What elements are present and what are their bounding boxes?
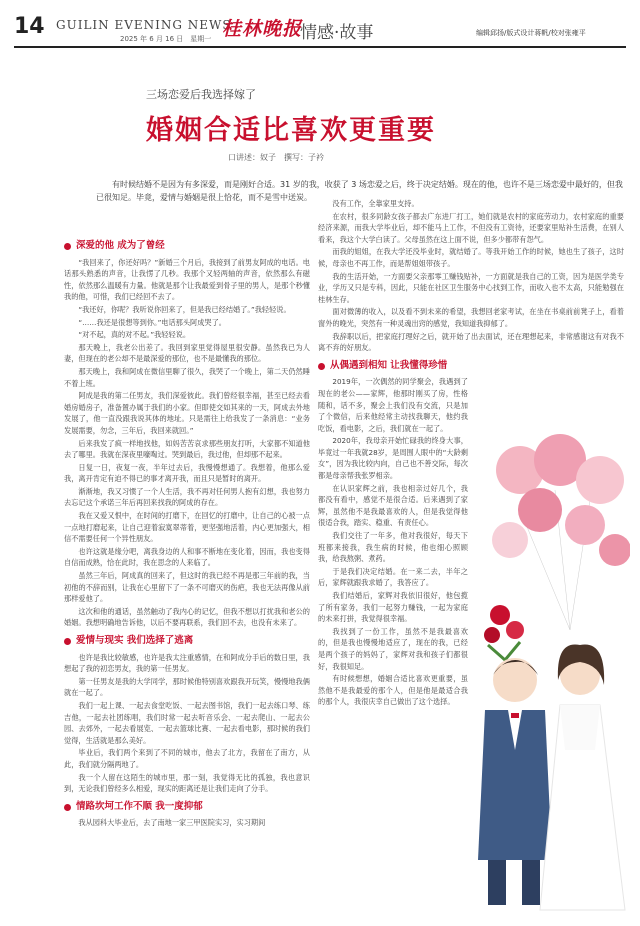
paragraph: 渐渐地，我又习惯了一个人生活，我不再对任何男人抱有幻想，我也努力去忘记这个承诺三年后再回来找我的阿成的存在。 [64, 486, 310, 508]
paragraph: 也许是我比较敏感，也许是我太注重感情，在和阿成分手后的数日里，我想起了我的初恋男友，我的第一任男友。 [64, 652, 310, 674]
paragraph: 2020年，我母亲开始忙碌我的终身大事，毕竟过一年我就28岁，是周围人眼中的“大龄剩女”，因为我比较内向，自己也不善交际，每次都是母亲帮我张罗相亲。 [318, 436, 468, 481]
paragraph: 于是我们决定结婚。在一来二去，半年之后，家辉就跟我求婚了，我答应了。 [318, 566, 468, 588]
article-subtitle: 三场恋爱后我选择嫁了 [146, 88, 256, 101]
article-title: 婚姻合适比喜欢更重要 [146, 115, 436, 146]
paragraph: 没有工作，全靠家里支持。 [332, 199, 419, 208]
section-heading-4: 从偶遇到相知 让我懂得珍惜 [318, 360, 624, 372]
paragraph: 在认识家辉之前，我也相亲过好几个，我都没有看中，感觉不是很合适。后来遇到了家辉，虽然他不是我最喜欢的人，但是我觉得他很适合我，踏实、稳重、有责任心。 [318, 483, 468, 528]
roses [484, 605, 524, 660]
paragraph: 我找到了一份工作，虽然不是我最喜欢的，但是我也慢慢地适应了，现在的我，已经是两个孩子的妈妈了，家辉对我和孩子们都很好，我很知足。 [318, 626, 468, 671]
paragraph: “我还好，你呢？我听说你回来了，但是我已经结婚了。”我轻轻说。 [78, 304, 291, 314]
bride [540, 644, 625, 910]
paragraph: 那天晚上，我和阿成在微信里聊了很久，我哭了一个晚上，第二天仍然睡不着上班。 [64, 366, 310, 388]
paragraph: 后来我发了疯一样地找他，如妈苦苦哀求那些朋友打听，大家都不知道他去了哪里。我就在深夜里嚎啕过。哭到最后，我过他，但却那不起来。 [64, 438, 310, 460]
groom [478, 658, 552, 905]
paragraph: 毕业后，我们两个来到了不同的城市，他去了北方，我留在了南方，从此，我们就分隔两地了。 [64, 748, 310, 769]
paragraph: 而我的姐姐，在我大学还没毕业时，就结婚了。等我开始工作的时候，她也生了孩子，这时候，母亲也不再工作，而是帮姐姐带孩子。 [318, 247, 624, 268]
article-byline: 口讲述：奴子 撰写：子衿 [228, 153, 324, 162]
newspaper-logo: 桂林晚报 [222, 18, 303, 40]
article-intro: 有时候结婚不是因为有多深爱，而是刚好合适。31 岁的我，收获了 3 场恋爱之后，终于决定结婚。现在的他，也许不是三场恋爱中最好的，但我已很知足。毕竟，爱情与婚姻是很上恰花，而不是雪中送炭。 [96, 180, 623, 202]
paragraph: 那天晚上，我老公出差了。我回到家里觉得屋里很安静。虽然我已为人妻，但现在的老公却不是最深爱的那位，也不是最懂我的那位。 [64, 342, 310, 364]
paragraph: “……我还是很想等到你。”电话那头阿成哭了。 [78, 317, 226, 327]
paragraph: 有时候想想，婚姻合适比喜欢更重要，虽然他不是我最爱的那个人，但是他是最适合我的那个人，我很庆幸自己做出了这个选择。 [318, 674, 468, 707]
issue-date: 2025 年 6 月 16 日 星期一 [120, 35, 212, 43]
header-rule [14, 46, 626, 48]
paragraph: 虽然三年后，阿成真的回来了，但这时的我已经不再是那三年前的我，当初他的不辞而别，让我在心里留下了一条不可磨灭的伤疤，我也无法再像从前那样爱他了。 [64, 571, 310, 604]
paragraph: 我的生活开始，一方面要父亲那零工赚钱贴补，一方面就是我自己的工资，因为是医学类专业，学历又只是专科，因此，只能在社区卫生服务中心找到工作，而收入也不太高，只能勉强在桂林生存。 [318, 271, 624, 304]
paragraph: 这次和他的通话，虽然触动了我内心的记忆，但我不想以打扰我和老公的婚姻。我想明确地告诉他，以后不要再联系，我们回不去，也没有未来了。 [64, 606, 310, 628]
paragraph: “我回来了，你还好吗？”新婚三个月后，我接到了前男友阿成的电话。电话那头熟悉的声音，让我愣了几秒。我那个又轻两轴的声音，依然那么有磁性，依然那么温暖有力量。他就是那个让我最爱到骨子里的男人，是那个秒懂我的他，可惜，我们已经回不去了。 [64, 257, 310, 302]
page-number: 14 [14, 14, 45, 39]
section-heading-1: 深爱的他 成为了曾经 [64, 240, 310, 252]
paper-english-name: GUILIN EVENING NEWS [56, 18, 232, 32]
paragraph: 面对微薄的收入，以及看不到未来的希望，我想回老家考试，在坐在书桌前前凳子上，看着窗外的晚光，突然有一种灵魂出窍的感觉，我知道我抑郁了。 [318, 307, 624, 328]
paragraph: 在农村，很多同龄女孩子都去广东进厂打工，她们就是农村的家庭劳动力，农村家庭的重要经济来源，而我大学毕业后，却不能马上工作，不但没有工资待，还要家里贴补生活费，在别人看来，我这个大学白读了。父母虽然在这上面不说，但多少都带有怨气。 [318, 211, 624, 244]
paragraph: 我们交往了一年多，他对我很好，每天下班都来接我，我生病的时候，他也细心照顾我，给我熬粥、煮药。 [318, 531, 468, 564]
masthead [0, 0, 640, 50]
paragraph: 也许这就是缘分吧，离我身边的人和事不断地在变化着，因而，我也变得自信而成熟，恰在此时，我在思念的人来临了。 [64, 546, 310, 568]
paragraph: 我一个人留在这陌生的城市里，那一刻，我觉得无比的孤独，我也意识到，无论我们曾经多么相爱，现实的距离还是让我们走向了分手。 [64, 772, 310, 794]
left-column [64, 234, 310, 830]
paragraph: 我从园科大毕业后，去了南地一家三甲医院实习，实习期间 [78, 818, 266, 828]
balloons [492, 434, 630, 630]
paragraph: 日复一日，夜复一夜，半年过去后，我慢慢想通了。我想着，他那么爱我，离开肯定有迫不得已的事才离开我，而且只是暂时的离开。 [64, 462, 310, 484]
section-heading-3: 情路坎坷工作不顺 我一度抑郁 [64, 801, 310, 813]
paragraph: 阿成是我的第二任男友，我们深爱彼此。我们曾经很幸福，甚至已经去看婚房婚房子，准备置办属于我们的小家。但即使交如其来的一天，阿成去外地发展了，他一直没跟我说其体的地址。只是需往上给我发了一条消息：“业务发展需要，勿念，三年后，我回来就回。” [64, 391, 310, 435]
paragraph: 第一任男友是我的大学同学，那时候他特别喜欢跟我开玩笑，慢慢地我俩就在一起了。 [64, 676, 310, 698]
section-heading-2: 爱情与现实 我们选择了逃离 [64, 635, 310, 647]
paragraph: 2019年，一次偶然的同学聚会，我遇到了现在的老公——家辉，他那时刚买了房，性格随和，话不多，聚会上我们没有交流，只是加了个微信，后来他经常主动找我聊天，他约我吃饭，看电影，之后，我们就在一起了。 [318, 377, 468, 433]
wedding-couple-balloons-icon [460, 430, 630, 920]
paragraph: 我辞职以后，把家庭打理好之后，就开始了出去面试，还在理想起来，非常感谢这有对我不离不弃的好朋友。 [318, 331, 624, 353]
section-name: 情感·故事 [300, 23, 374, 43]
paragraph: 我们结婚后，家辉对我依旧很好，他包揽了所有家务，我们一起努力赚钱，一起为家庭的未来打拼，我觉得很幸福。 [318, 591, 468, 624]
paragraph: 我们一起上课、一起去食堂吃饭、一起去图书馆，我们一起去练口琴、练吉他，一起去社团练唱，我们时常一起去听音乐会、一起去爬山、一起去公园、去郊外，一起去看展览、一起去篮球比赛、一起去看电影，那时候的我们觉得，生活就是那么美好。 [64, 700, 310, 745]
paragraph: “对不起，真的对不起。”我轻轻说。 [78, 330, 191, 340]
paragraph: 我在又爱又恨中，在时间的打磨下，在回忆的打磨中，让自己的心被一点一点地打磨起来，让自己迎着寂寞翠蒂着，更坚强地活着，内心更加强大，相信不需要任何一个异性朋友。 [64, 511, 310, 544]
editor-credits: 编辑邱扬/版式设计蒋帆/校对张雍平 [476, 29, 586, 37]
